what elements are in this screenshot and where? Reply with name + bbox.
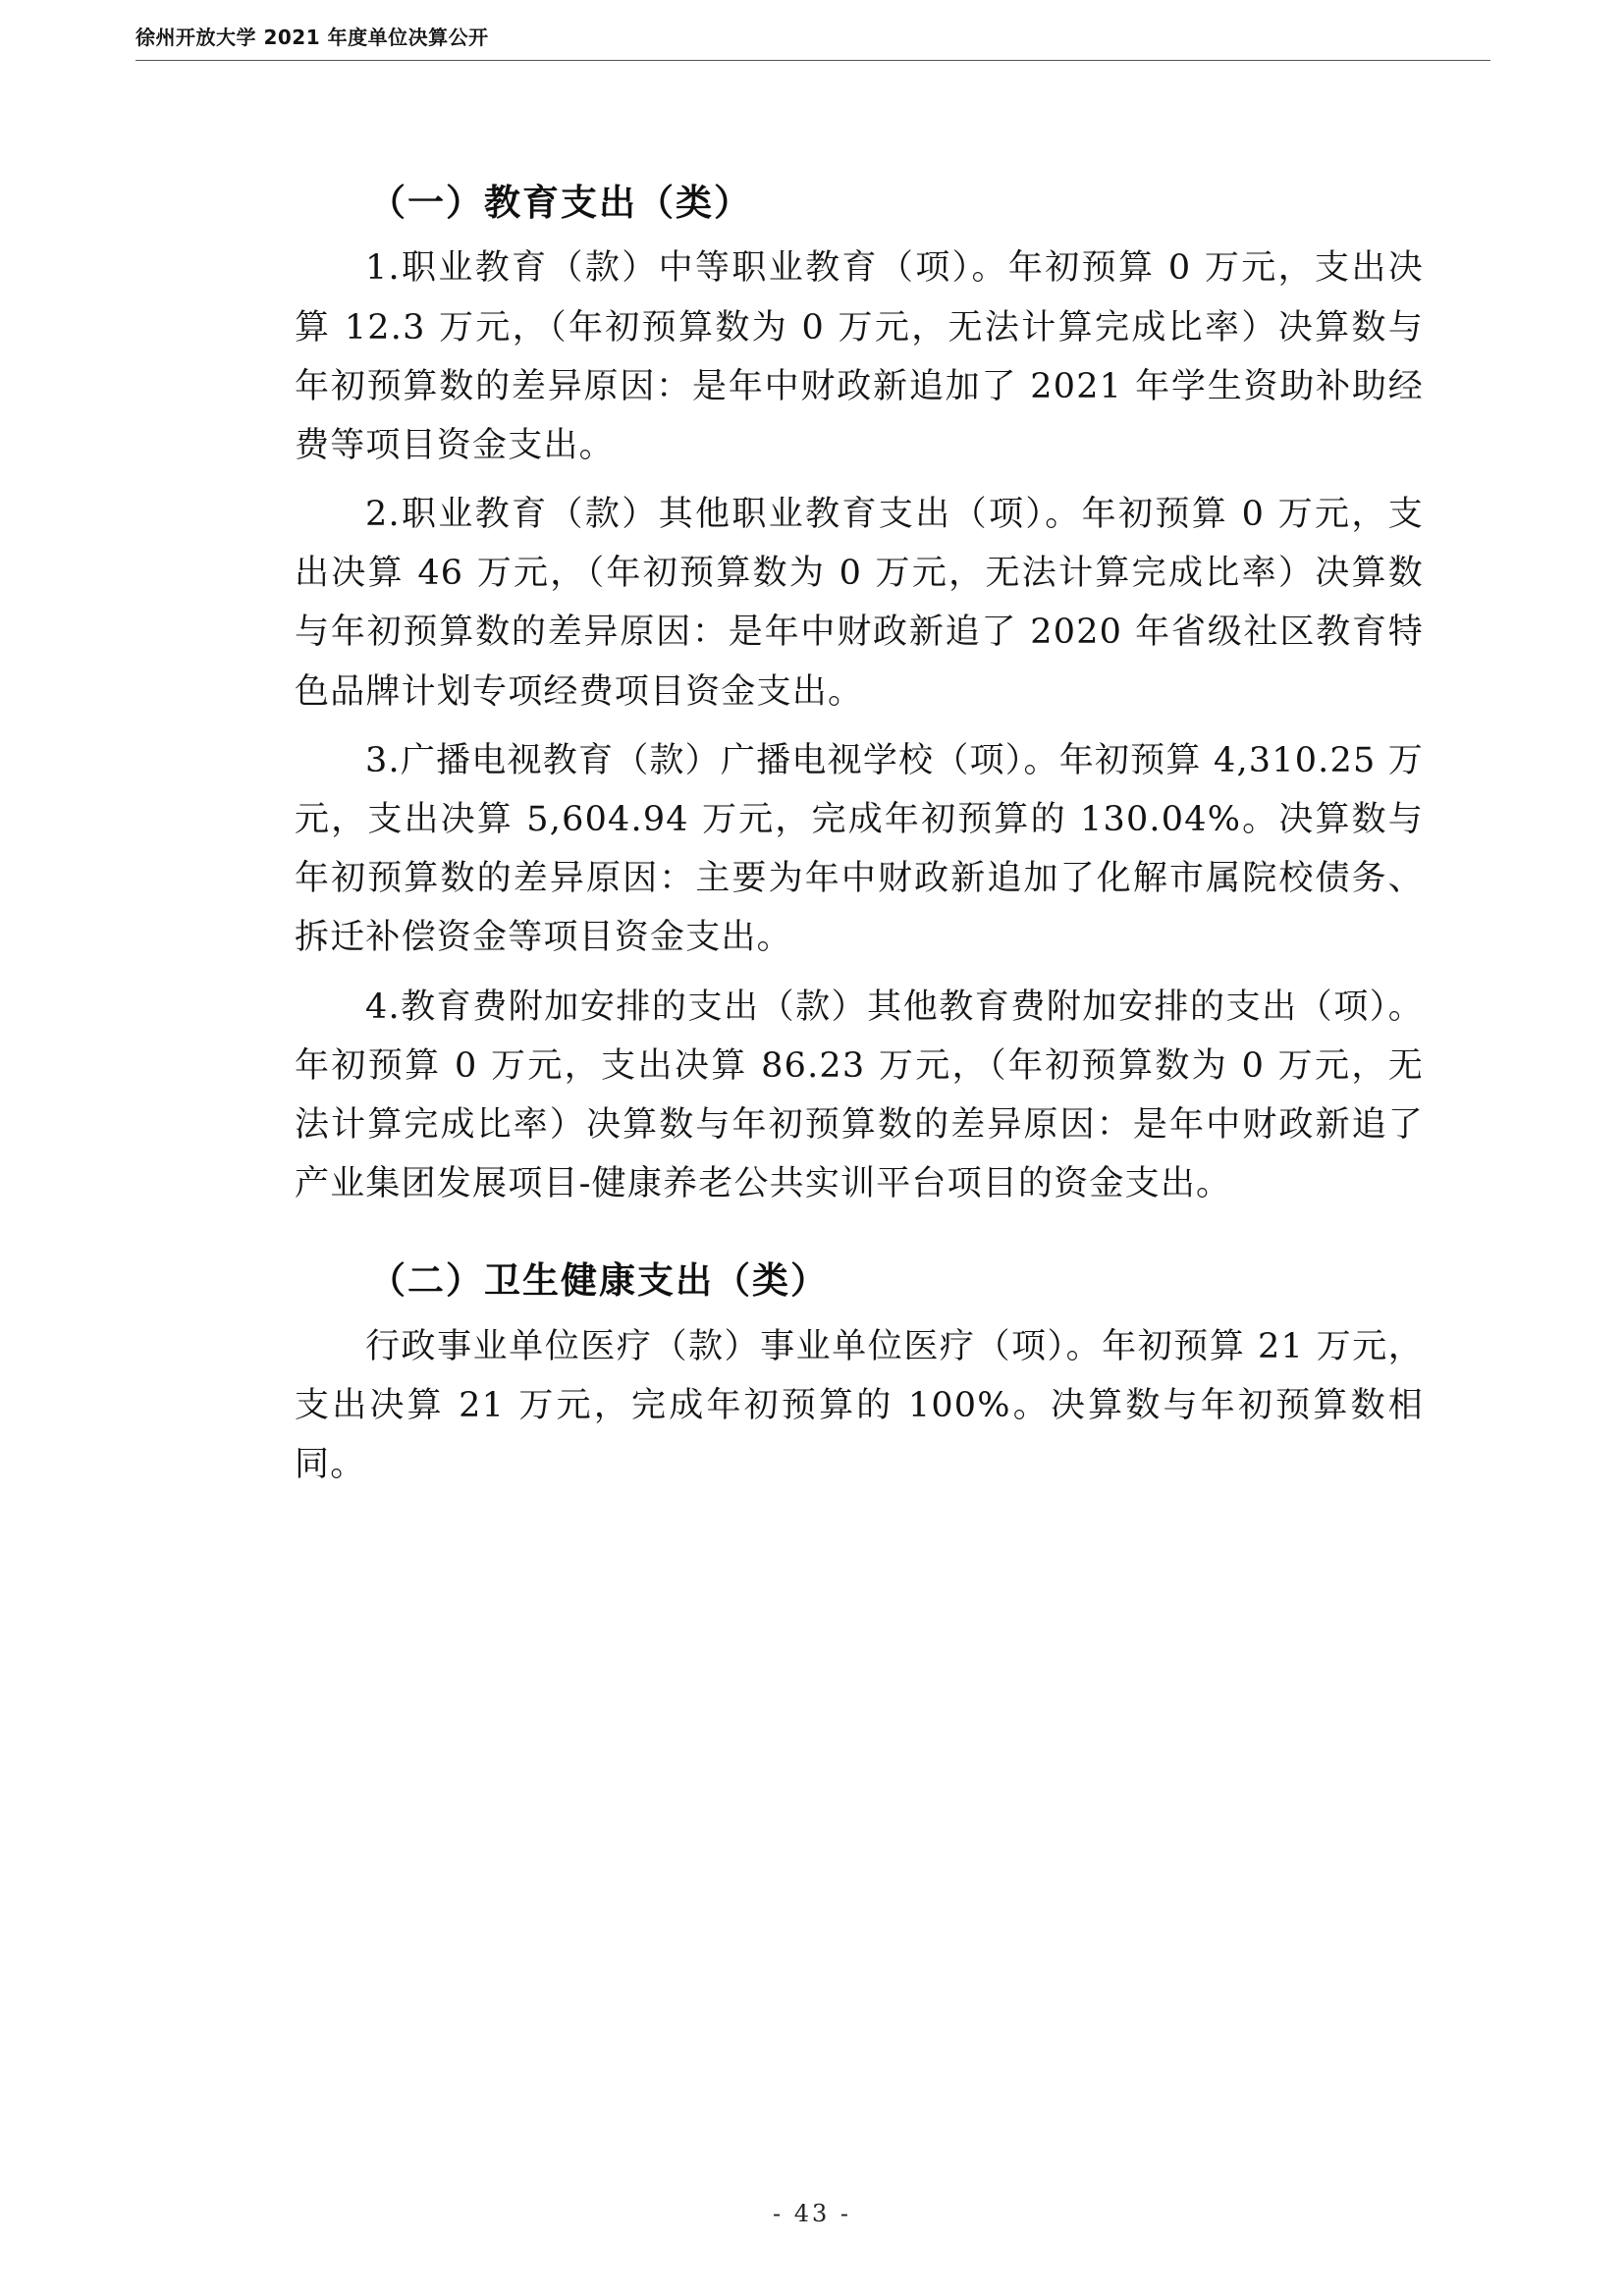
paragraph: 3.广播电视教育（款）广播电视学校（项）。年初预算 4,310.25 万元，支出决算 5,604.94 万元，完成年初预算的 130.04%。决算数与年初预算数的差异原因：主要为年中财政新追加了化解市属院校债务、拆迁补偿资金等项目资金支出。 [295, 740, 1424, 958]
paragraph: 行政事业单位医疗（款）事业单位医疗（项）。年初预算 21 万元，支出决算 21 万元，完成年初预算的 100%。决算数与年初预算数相同。 [295, 1326, 1424, 1485]
section-heading-education-expenditure: （一）教育支出（类） [369, 181, 752, 224]
document-body [295, 175, 1424, 1494]
page-footer [0, 2200, 1624, 2227]
header-title: 徐州开放大学 2021 年度单位决算公开 [135, 26, 489, 49]
page-number: - 43 - [772, 2200, 851, 2227]
section-heading-health-expenditure: （二）卫生健康支出（类） [369, 1258, 829, 1303]
paragraph: 1.职业教育（款）中等职业教育（项）。年初预算 0 万元，支出决算 12.3 万元，（年初预算数为 0 万元，无法计算完成比率）决算数与年初预算数的差异原因：是年中财政新追加了 2021 年学生资助补助经费等项目资金支出。 [295, 248, 1424, 465]
paragraph: 4.教育费附加安排的支出（款）其他教育费附加安排的支出（项）。年初预算 0 万元，支出决算 86.23 万元，（年初预算数为 0 万元，无法计算完成比率）决算数与年初预算数的差异原因：是年中财政新追了产业集团发展项目-健康养老公共实训平台项目的资金支出。 [295, 987, 1424, 1204]
running-header [135, 22, 1490, 61]
paragraph: 2.职业教育（款）其他职业教育支出（项）。年初预算 0 万元，支出决算 46 万元，（年初预算数为 0 万元，无法计算完成比率）决算数与年初预算数的差异原因：是年中财政新追了 2020 年省级社区教育特色品牌计划专项经费项目资金支出。 [295, 495, 1424, 712]
